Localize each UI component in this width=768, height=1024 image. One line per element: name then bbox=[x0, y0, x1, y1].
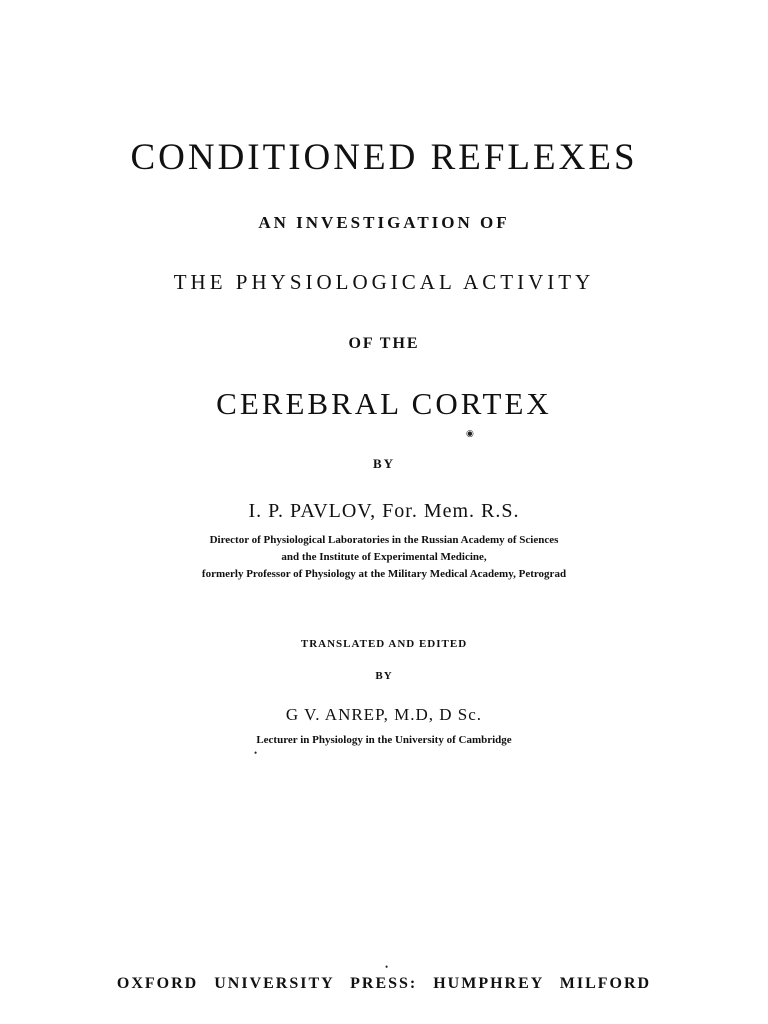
subtitle-line-3: OF THE bbox=[348, 335, 420, 352]
author-credit-line-2: and the Institute of Experimental Medicine, bbox=[281, 551, 487, 563]
author-credit-line-3: formerly Professor of Physiology at the Military Medical Academy, Petrograd bbox=[201, 568, 567, 580]
by-label-translator: BY bbox=[375, 670, 393, 682]
print-speck: • bbox=[385, 962, 389, 972]
print-speck: • bbox=[254, 748, 258, 758]
author-name: I. P. PAVLOV, For. Mem. R.S. bbox=[248, 500, 520, 522]
translated-label: TRANSLATED AND EDITED bbox=[300, 638, 468, 650]
author-credit-line-1: Director of Physiological Laboratories in the Russian Academy of Sciences bbox=[209, 534, 559, 546]
subtitle-line-4: CEREBRAL CORTEX bbox=[216, 386, 552, 421]
subtitle-line-1: AN INVESTIGATION OF bbox=[258, 213, 510, 232]
by-label-author: BY bbox=[372, 456, 396, 471]
publisher-line: OXFORD UNIVERSITY PRESS: HUMPHREY MILFORD bbox=[116, 975, 652, 992]
print-speck: ◉ bbox=[466, 428, 474, 438]
translator-credit: Lecturer in Physiology in the University of Cambridge bbox=[256, 734, 512, 746]
subtitle-line-2: THE PHYSIOLOGICAL ACTIVITY bbox=[173, 270, 595, 294]
translator-name: G V. ANREP, M.D, D Sc. bbox=[285, 705, 483, 724]
book-title: CONDITIONED REFLEXES bbox=[130, 137, 638, 178]
